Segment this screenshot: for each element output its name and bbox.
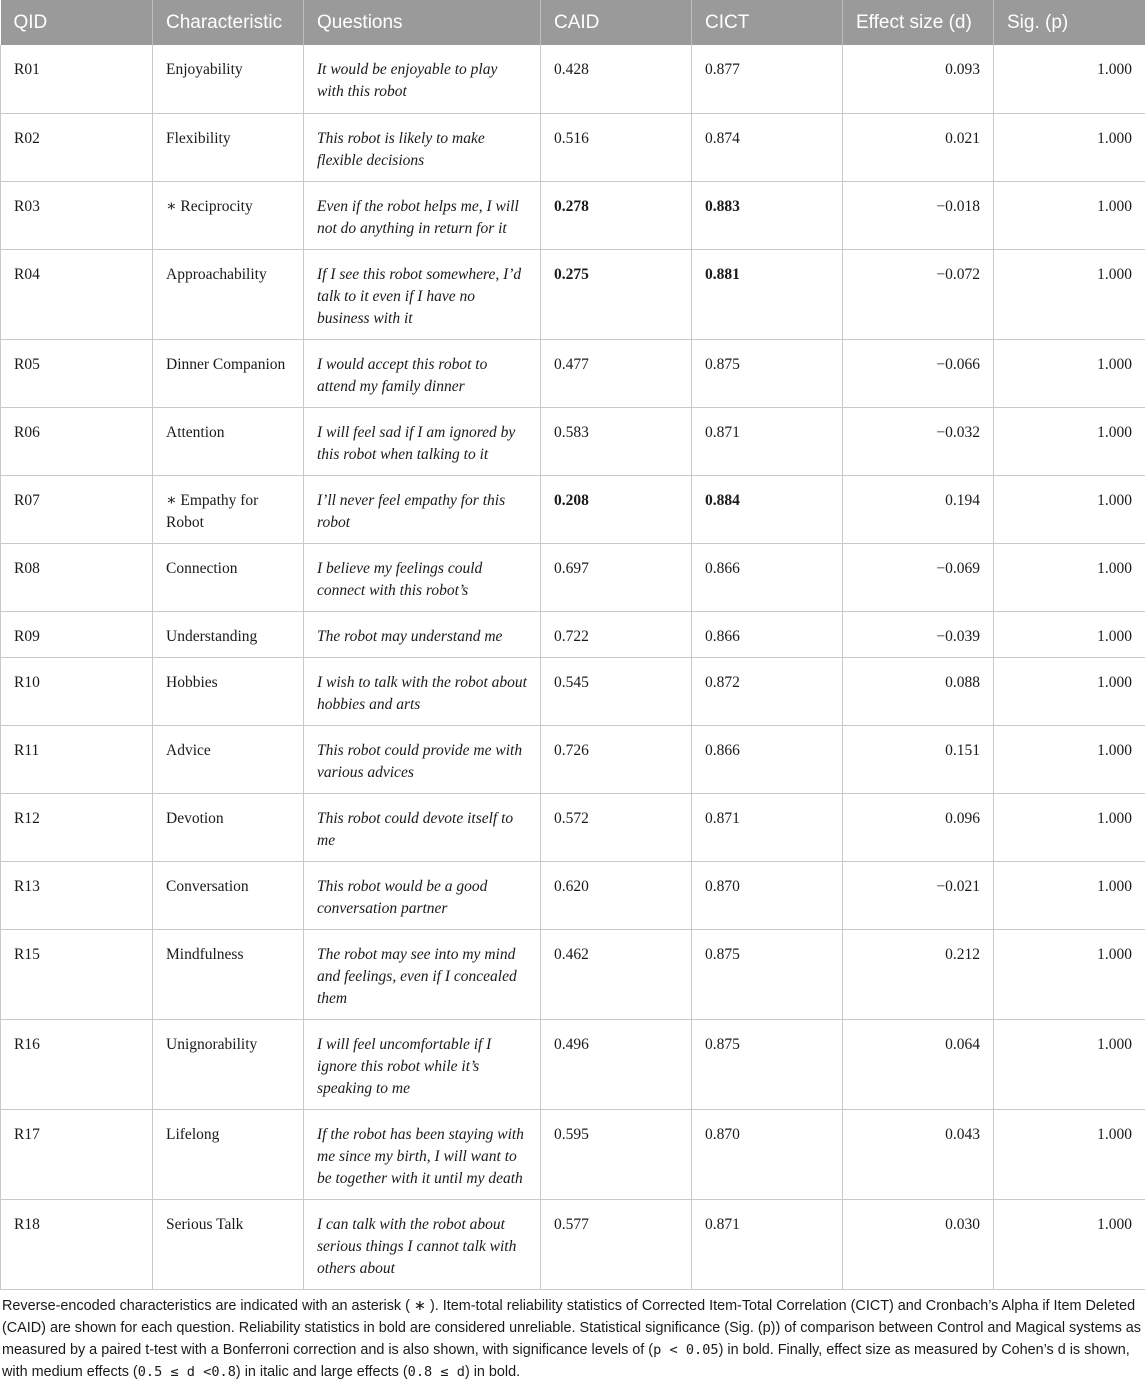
- cell-caid: 0.620: [541, 861, 692, 929]
- table-row: [1, 543, 1145, 611]
- cell-qid: R09: [1, 611, 153, 657]
- cell-cict: 0.866: [692, 725, 843, 793]
- cell-cict: 0.871: [692, 407, 843, 475]
- cell-cict: 0.875: [692, 929, 843, 1019]
- cell-effect-size: −0.039: [843, 611, 994, 657]
- cell-cict: 0.872: [692, 657, 843, 725]
- cell-effect-size: 0.096: [843, 793, 994, 861]
- table-row: [1, 1109, 1145, 1199]
- cell-qid: R13: [1, 861, 153, 929]
- cell-qid: R04: [1, 249, 153, 339]
- cell-sig: 1.000: [994, 725, 1145, 793]
- cell-question: I can talk with the robot about serious things I cannot talk with others about: [304, 1199, 541, 1289]
- cell-caid: 0.545: [541, 657, 692, 725]
- table-row: [1, 1019, 1145, 1109]
- footnote-text-4: ) in bold.: [464, 1363, 521, 1380]
- cell-question: This robot could devote itself to me: [304, 793, 541, 861]
- cell-qid: R02: [1, 113, 153, 181]
- cell-caid: 0.275: [541, 249, 692, 339]
- cell-characteristic: ∗ Reciprocity: [153, 181, 304, 249]
- cell-qid: R05: [1, 339, 153, 407]
- cell-cict: 0.871: [692, 793, 843, 861]
- cell-qid: R07: [1, 475, 153, 543]
- cell-question: I believe my feelings could connect with this robot’s: [304, 543, 541, 611]
- cell-characteristic: Devotion: [153, 793, 304, 861]
- cell-cict: 0.866: [692, 611, 843, 657]
- cell-characteristic: Understanding: [153, 611, 304, 657]
- cell-characteristic: Unignorability: [153, 1019, 304, 1109]
- cell-sig: 1.000: [994, 1109, 1145, 1199]
- cell-qid: R18: [1, 1199, 153, 1289]
- cell-sig: 1.000: [994, 407, 1145, 475]
- table-body: [1, 45, 1145, 1289]
- header-questions: Questions: [304, 0, 541, 45]
- cell-question: I wish to talk with the robot about hobbies and arts: [304, 657, 541, 725]
- cell-effect-size: −0.069: [843, 543, 994, 611]
- cell-effect-size: 0.021: [843, 113, 994, 181]
- header-characteristic: Characteristic: [153, 0, 304, 45]
- cell-sig: 1.000: [994, 929, 1145, 1019]
- cell-cict: 0.875: [692, 339, 843, 407]
- cell-caid: 0.477: [541, 339, 692, 407]
- cell-question: I would accept this robot to attend my family dinner: [304, 339, 541, 407]
- cell-question: It would be enjoyable to play with this robot: [304, 45, 541, 113]
- header-qid: QID: [1, 0, 153, 45]
- cell-characteristic: Mindfulness: [153, 929, 304, 1019]
- table-row: [1, 339, 1145, 407]
- cell-cict: 0.871: [692, 1199, 843, 1289]
- table-row: [1, 725, 1145, 793]
- cell-caid: 0.722: [541, 611, 692, 657]
- cell-effect-size: −0.018: [843, 181, 994, 249]
- cell-sig: 1.000: [994, 181, 1145, 249]
- cell-caid: 0.516: [541, 113, 692, 181]
- header-caid: CAID: [541, 0, 692, 45]
- cell-sig: 1.000: [994, 1019, 1145, 1109]
- footnote-text-1: Reverse-encoded characteristics are indicated with an asterisk ( ∗ ). Item-total reliability statistics of Corrected Item-Total Correlation (CICT) and Cronbach’s Alpha if Item Deleted (CAID) are shown for each question. Reliability statistics in bold are considered unreliable. Statistical significance (Sig. (p)) of comparison between Control and Magical systems as measured by a paired t-test with a Bonferroni correction and is also shown, with significance levels of (: [2, 1297, 1141, 1358]
- cell-effect-size: −0.021: [843, 861, 994, 929]
- cell-sig: 1.000: [994, 611, 1145, 657]
- cell-characteristic: Dinner Companion: [153, 339, 304, 407]
- cell-effect-size: 0.151: [843, 725, 994, 793]
- cell-characteristic: Enjoyability: [153, 45, 304, 113]
- cell-sig: 1.000: [994, 339, 1145, 407]
- table-footnote: [0, 1290, 1145, 1383]
- cell-characteristic: Hobbies: [153, 657, 304, 725]
- cell-effect-size: 0.064: [843, 1019, 994, 1109]
- cell-sig: 1.000: [994, 793, 1145, 861]
- table-row: [1, 181, 1145, 249]
- cell-cict: 0.884: [692, 475, 843, 543]
- header-effect-size: Effect size (d): [843, 0, 994, 45]
- cell-qid: R11: [1, 725, 153, 793]
- cell-qid: R03: [1, 181, 153, 249]
- cell-question: If I see this robot somewhere, I’d talk to it even if I have no business with it: [304, 249, 541, 339]
- cell-sig: 1.000: [994, 113, 1145, 181]
- cell-effect-size: 0.194: [843, 475, 994, 543]
- cell-effect-size: 0.030: [843, 1199, 994, 1289]
- cell-caid: 0.208: [541, 475, 692, 543]
- table-row: [1, 475, 1145, 543]
- cell-sig: 1.000: [994, 45, 1145, 113]
- cell-question: This robot could provide me with various advices: [304, 725, 541, 793]
- table-row: [1, 113, 1145, 181]
- header-sig: Sig. (p): [994, 0, 1145, 45]
- cell-caid: 0.595: [541, 1109, 692, 1199]
- cell-characteristic: Flexibility: [153, 113, 304, 181]
- cell-qid: R10: [1, 657, 153, 725]
- footnote-large-effect-range: 0.8 ≤ d: [407, 1363, 465, 1380]
- cell-qid: R15: [1, 929, 153, 1019]
- cell-characteristic: Lifelong: [153, 1109, 304, 1199]
- cell-cict: 0.881: [692, 249, 843, 339]
- header-cict: CICT: [692, 0, 843, 45]
- cell-sig: 1.000: [994, 657, 1145, 725]
- cell-effect-size: −0.032: [843, 407, 994, 475]
- cell-cict: 0.883: [692, 181, 843, 249]
- cell-cict: 0.874: [692, 113, 843, 181]
- cell-cict: 0.870: [692, 1109, 843, 1199]
- footnote-medium-effect-range: 0.5 ≤ d <0.8: [137, 1363, 236, 1380]
- cell-question: I will feel uncomfortable if I ignore this robot while it’s speaking to me: [304, 1019, 541, 1109]
- table-row: [1, 249, 1145, 339]
- cell-caid: 0.577: [541, 1199, 692, 1289]
- cell-effect-size: 0.212: [843, 929, 994, 1019]
- cell-question: This robot would be a good conversation partner: [304, 861, 541, 929]
- cell-question: Even if the robot helps me, I will not do anything in return for it: [304, 181, 541, 249]
- table-row: [1, 861, 1145, 929]
- cell-characteristic: Serious Talk: [153, 1199, 304, 1289]
- cell-caid: 0.462: [541, 929, 692, 1019]
- cell-effect-size: −0.066: [843, 339, 994, 407]
- cell-effect-size: 0.093: [843, 45, 994, 113]
- cell-qid: R16: [1, 1019, 153, 1109]
- cell-sig: 1.000: [994, 861, 1145, 929]
- cell-caid: 0.278: [541, 181, 692, 249]
- cell-effect-size: 0.043: [843, 1109, 994, 1199]
- cell-caid: 0.572: [541, 793, 692, 861]
- footnote-text-2: ) in bold. Finally, effect size as measured by Cohen’s d is shown, with medium effects (: [2, 1341, 1130, 1380]
- cell-question: The robot may see into my mind and feelings, even if I concealed them: [304, 929, 541, 1019]
- cell-characteristic: Conversation: [153, 861, 304, 929]
- cell-cict: 0.870: [692, 861, 843, 929]
- cell-characteristic: ∗ Empathy for Robot: [153, 475, 304, 543]
- cell-caid: 0.697: [541, 543, 692, 611]
- cell-effect-size: 0.088: [843, 657, 994, 725]
- table-row: [1, 1199, 1145, 1289]
- table-row: [1, 407, 1145, 475]
- cell-sig: 1.000: [994, 1199, 1145, 1289]
- cell-characteristic: Attention: [153, 407, 304, 475]
- cell-caid: 0.496: [541, 1019, 692, 1109]
- table-row: [1, 793, 1145, 861]
- table-row: [1, 611, 1145, 657]
- cell-sig: 1.000: [994, 543, 1145, 611]
- cell-characteristic: Connection: [153, 543, 304, 611]
- cell-effect-size: −0.072: [843, 249, 994, 339]
- table-header: [1, 0, 1145, 45]
- cell-qid: R06: [1, 407, 153, 475]
- cell-question: The robot may understand me: [304, 611, 541, 657]
- cell-caid: 0.583: [541, 407, 692, 475]
- footnote-significance-threshold: p < 0.05: [653, 1341, 719, 1358]
- cell-qid: R17: [1, 1109, 153, 1199]
- cell-question: If the robot has been staying with me since my birth, I will want to be together with it until my death: [304, 1109, 541, 1199]
- cell-caid: 0.428: [541, 45, 692, 113]
- cell-characteristic: Approachability: [153, 249, 304, 339]
- cell-qid: R08: [1, 543, 153, 611]
- cell-cict: 0.875: [692, 1019, 843, 1109]
- cell-qid: R12: [1, 793, 153, 861]
- table-row: [1, 45, 1145, 113]
- table-row: [1, 929, 1145, 1019]
- cell-sig: 1.000: [994, 249, 1145, 339]
- header-row: [1, 0, 1145, 45]
- cell-question: I’ll never feel empathy for this robot: [304, 475, 541, 543]
- footnote-text-3: ) in italic and large effects (: [235, 1363, 408, 1380]
- table-row: [1, 657, 1145, 725]
- cell-characteristic: Advice: [153, 725, 304, 793]
- cell-cict: 0.877: [692, 45, 843, 113]
- cell-cict: 0.866: [692, 543, 843, 611]
- cell-qid: R01: [1, 45, 153, 113]
- cell-question: I will feel sad if I am ignored by this robot when talking to it: [304, 407, 541, 475]
- cell-sig: 1.000: [994, 475, 1145, 543]
- cell-caid: 0.726: [541, 725, 692, 793]
- cell-question: This robot is likely to make flexible decisions: [304, 113, 541, 181]
